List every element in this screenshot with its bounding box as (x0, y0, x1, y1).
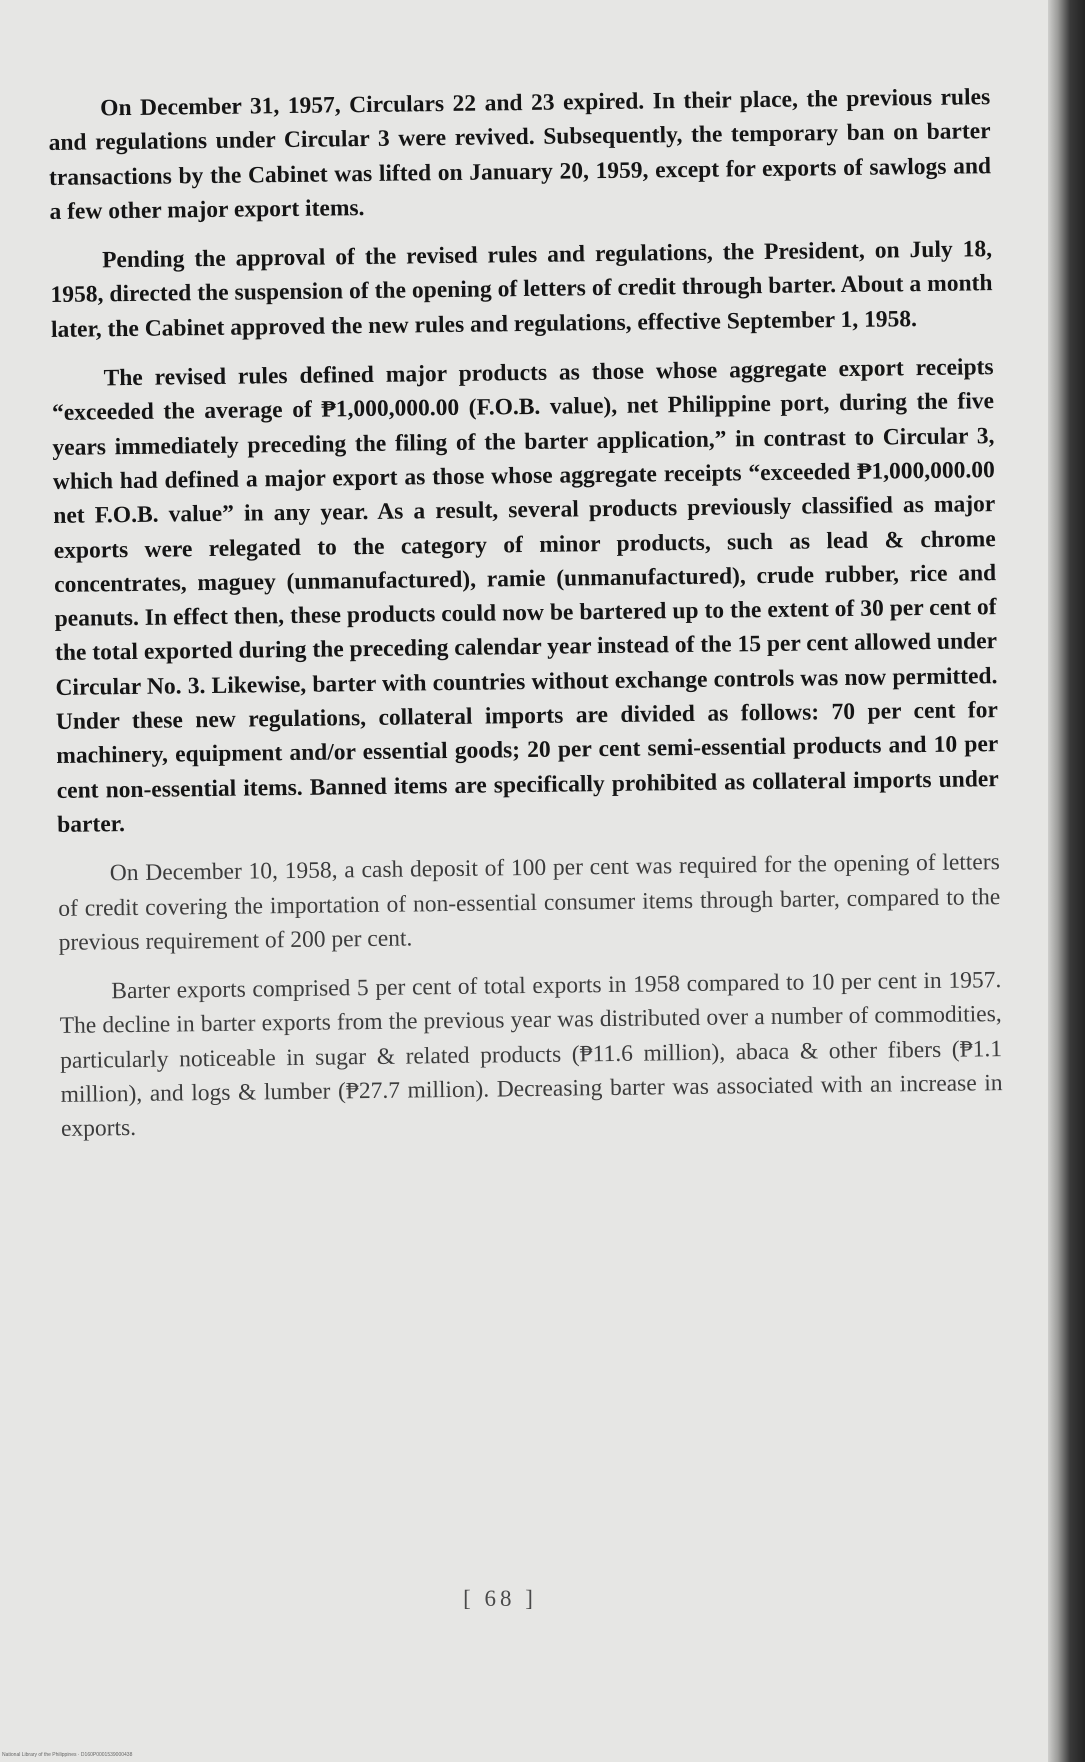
paragraph-barter-exports: Barter exports comprised 5 per cent of total exports in 1958 compared to 10 per cent in 1957. The decline in barter exports from the previous year was distributed over a number of commodities, particularly noticeable in sugar & related products (₱11.6 million), abaca & other fibers (₱1.1 million), and logs & lumber (₱27.7 million). Decreasing barter was associated with an increase in exports. (59, 967, 1003, 1143)
paragraph-pending-approval: Pending the approval of the revised rules and regulations, the President, on July 18, 1958, directed the suspension of the opening of letters of credit through barter. About a month later, the Cabinet approved the new rules and regulations, effective September 1, 1958. (50, 236, 993, 343)
body-text (48, 80, 1003, 1161)
page-number: [ 68 ] (463, 1586, 537, 1611)
paragraph-cash-deposit: On December 10, 1958, a cash deposit of 100 per cent was required for the opening of letters of credit covering the importation of non-essential consumer items through barter, compared to the previous requirement of 200 per cent. (58, 849, 1001, 956)
footer-credit: National Library of the Philippines · D160P0001539000438 (2, 1752, 133, 1758)
paragraph-revised-rules: The revised rules defined major products as those whose aggregate export receipts “exceeded the average of ₱1,000,000.00 (F.O.B. value), net Philippine port, during the five years immediately preceding the filing of the barter application,” in contrast to Circular 3, which had defined a major export as those whose aggregate receipts “exceeded ₱1,000,000.00 net F.O.B. value” in any year. As a result, several products previously classified as major exports were relegated to the category of minor products, such as lead & chrome concentrates, maguey (unmanufactured), ramie (unmanufactured), crude rubber, rice and peanuts. In effect then, these products could now be bartered up to the extent of 30 per cent of the total exported during the preceding calendar year instead of the 15 per cent allowed under Circular No. 3. Likewise, barter with countries without exchange controls was now permitted. Under these new regulations, collateral imports are divided as follows: 70 per cent for machinery, equipment and/or essential goods; 20 per cent semi-essential products and 10 per cent non-essential items. Banned items are specifically prohibited as collateral imports under barter. (51, 354, 999, 838)
book-spine-shadow (1048, 0, 1085, 1762)
paragraph-circular-expiry: On December 31, 1957, Circulars 22 and 23 expired. In their place, the previous rules and regulations under Circular 3 were revived. Subsequently, the temporary ban on barter transactions by the Cabinet was lifted on January 20, 1959, except for exports of sawlogs and a few other major export items. (48, 84, 992, 225)
